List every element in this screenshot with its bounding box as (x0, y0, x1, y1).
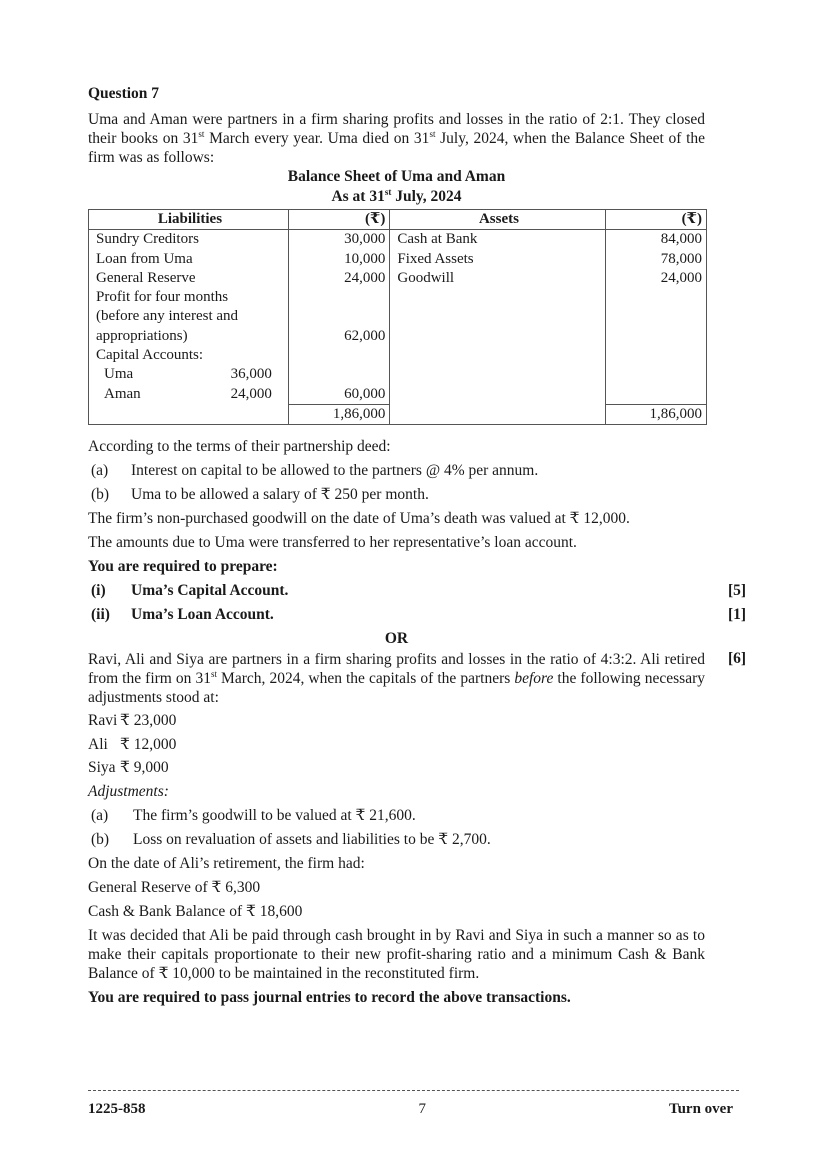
balance-sheet-date (88, 187, 705, 207)
footer-divider (88, 1090, 739, 1091)
liability-label: Sundry Creditors (96, 231, 199, 248)
liability-sub-amount: 24,000 (230, 385, 272, 402)
cash-balance-line: Cash & Bank Balance of ₹ 18,600 (88, 902, 303, 920)
liability-label: appropriations) (96, 327, 188, 344)
adjustment-item (88, 806, 748, 825)
total-liab-blank (89, 404, 289, 424)
liabilities-column (89, 230, 289, 405)
intro-text-2: March every year. Uma died on 31 (204, 130, 430, 147)
requirement-label: (ii) (91, 606, 110, 624)
asset-amounts-column (605, 230, 707, 405)
asset-amount: 78,000 (660, 250, 702, 267)
intro-sup-2: st (429, 129, 436, 139)
liability-amount: 10,000 (344, 250, 386, 267)
asset-amount: 24,000 (660, 269, 702, 286)
deed-term (88, 461, 748, 480)
marks-badge: [1] (728, 606, 747, 624)
assets-column (390, 230, 605, 425)
liability-amounts-column (288, 230, 389, 405)
liability-amount: 62,000 (344, 327, 386, 344)
alt-sup: st (210, 669, 217, 680)
liability-amount-empty (296, 365, 385, 384)
liability-label: Loan from Uma (96, 250, 193, 267)
question-page (88, 84, 748, 1012)
adjustment-label: (a) (91, 806, 109, 824)
capital-row (88, 711, 748, 730)
adjustments-heading: Adjustments: (88, 782, 169, 800)
adjustment-item (88, 830, 748, 849)
liability-item (96, 385, 284, 404)
deed-term (88, 485, 748, 504)
requirement-text: Uma’s Capital Account. (131, 582, 289, 600)
marks-badge: [5] (728, 582, 747, 600)
liability-item (96, 327, 284, 346)
alt-required: You are required to pass journal entries to record the above transactions. (88, 988, 571, 1006)
intro-text-3: July, 2024, when the Balance Sheet of the firm was as follows: (88, 130, 706, 166)
required-heading: You are required to prepare: (88, 558, 278, 576)
liability-amount: 60,000 (344, 385, 386, 402)
liability-item (96, 365, 284, 384)
asset-label: Cash at Bank (397, 231, 478, 248)
goodwill-note: The firm’s non-purchased goodwill on the date of Uma’s death was valued at ₹ 12,000. (88, 510, 630, 528)
header-liabilities: Liabilities (89, 210, 289, 230)
liability-amount: 24,000 (344, 269, 386, 286)
partner-name: Ali (88, 735, 108, 753)
liability-label: Profit for four months (96, 289, 229, 306)
liability-item (96, 307, 284, 326)
liability-amount-empty (296, 307, 385, 326)
alt-italic: before (514, 670, 554, 688)
liability-item (96, 269, 284, 288)
liability-label: Uma (104, 366, 134, 383)
bs-date-prefix: As at 31 (331, 188, 385, 205)
intro-text-1: Uma and Aman were partners in a firm sharing profits and losses in the ratio of 2:1. They closed their books on 31 (88, 111, 705, 147)
alt-text-3: the following necessary adjustments stood at: (88, 670, 705, 707)
liability-item (96, 346, 284, 365)
requirement-label: (i) (91, 582, 106, 600)
adjustment-label: (b) (91, 830, 110, 848)
loan-note: The amounts due to Uma were transferred to her representative’s loan account. (88, 534, 577, 552)
alternative-question (88, 650, 748, 707)
requirement-item (88, 605, 748, 624)
balance-sheet-header-row (89, 210, 707, 230)
header-asset-amount: (₹) (605, 210, 707, 230)
liability-sub-amount: 36,000 (230, 366, 272, 383)
paper-code: 1225-858 (88, 1101, 146, 1117)
deed-term-label: (b) (91, 486, 110, 504)
liability-item (96, 250, 284, 269)
header-liab-amount: (₹) (288, 210, 389, 230)
capital-row (88, 735, 748, 754)
page-number: 7 (418, 1101, 426, 1117)
deed-term-text: Interest on capital to be allowed to the partners @ 4% per annum. (131, 462, 539, 480)
capital-row (88, 758, 748, 777)
marks-badge: [6] (728, 650, 747, 668)
header-assets: Assets (390, 210, 605, 230)
liability-label: General Reserve (96, 269, 196, 286)
balance-sheet-body-row (89, 230, 707, 405)
liability-item (96, 288, 284, 307)
liability-amount-empty (296, 346, 385, 365)
total-liabilities: 1,86,000 (288, 404, 389, 424)
question-title: Question 7 (88, 85, 160, 102)
deed-term-label: (a) (91, 462, 109, 480)
liability-label: Capital Accounts: (96, 347, 204, 364)
liability-label: (before any interest and (96, 308, 239, 325)
asset-label: Fixed Assets (397, 250, 474, 267)
alt-text-1: Ravi, Ali and Siya are partners in a firm sharing profits and losses in the ratio of 4:3:2. Ali retired from the firm on 31 (88, 651, 705, 688)
general-reserve-line: General Reserve of ₹ 6,300 (88, 878, 261, 896)
intro-sup-1: st (198, 129, 205, 139)
adjustment-text: Loss on revaluation of assets and liabilities to be ₹ 2,700. (133, 830, 491, 848)
balance-sheet-title: Balance Sheet of Uma and Aman (287, 168, 506, 185)
decision-paragraph: It was decided that Ali be paid through cash brought in by Ravi and Siya in such a manner so as to make their capitals proportionate to their new profit-sharing ratio and a minimum Cash & Bank Balance of ₹ 10,000 to be maintained in the reconstituted firm. (88, 926, 705, 982)
page-footer (88, 1101, 733, 1118)
turn-over-label: Turn over (668, 1101, 733, 1117)
balance-sheet-table (88, 209, 707, 425)
asset-label: Goodwill (397, 269, 455, 286)
bs-date-sup: st (384, 187, 392, 197)
total-assets: 1,86,000 (605, 404, 707, 424)
partner-name: Ravi (88, 712, 118, 730)
liability-amount: 30,000 (344, 231, 386, 248)
asset-amount: 84,000 (660, 231, 702, 248)
partner-capital: ₹ 9,000 (120, 759, 169, 777)
alt-text-2: March, 2024, when the capitals of the partners (217, 670, 515, 688)
adjustment-text: The firm’s goodwill to be valued at ₹ 21,600. (133, 806, 416, 824)
deed-intro: According to the terms of their partnership deed: (88, 438, 391, 456)
partner-name: Siya (88, 759, 116, 777)
requirement-item (88, 581, 748, 600)
or-separator: OR (384, 630, 409, 648)
retirement-intro: On the date of Ali’s retirement, the firm had: (88, 854, 365, 872)
liability-amount-empty (296, 288, 385, 307)
liability-label: Aman (104, 385, 141, 402)
liability-item (96, 230, 284, 249)
deed-term-text: Uma to be allowed a salary of ₹ 250 per month. (131, 486, 429, 504)
question-intro (88, 110, 705, 167)
bs-date-suffix: July, 2024 (391, 188, 462, 205)
partner-capital: ₹ 12,000 (120, 735, 177, 753)
alt-intro (88, 650, 705, 707)
partner-capital: ₹ 23,000 (120, 712, 177, 730)
requirement-text: Uma’s Loan Account. (131, 606, 274, 624)
